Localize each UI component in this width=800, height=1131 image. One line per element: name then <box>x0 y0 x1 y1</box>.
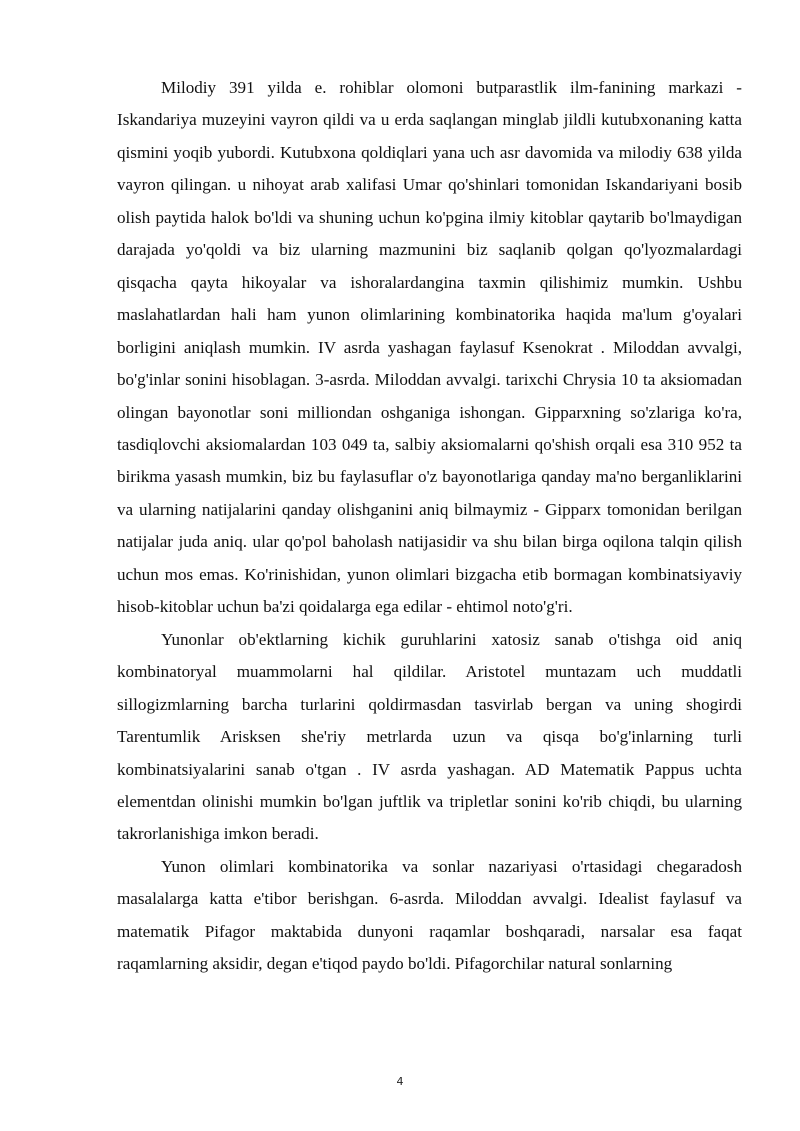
body-text <box>117 72 742 981</box>
page-number: 4 <box>396 1075 404 1088</box>
paragraph-3: Yunon olimlari kombinatorika va sonlar nazariyasi o'rtasidagi chegaradosh masalalarga katta e'tibor berishgan. 6-asrda. Miloddan avvalgi. Idealist faylasuf va matematik Pifagor maktabida dunyoni raqamlar boshqaradi, narsalar esa faqat raqamlarning aksidir, degan e'tiqod paydo bo'ldi. Pifagorchilar natural sonlarning <box>117 856 742 974</box>
paragraph-2: Yunonlar ob'ektlarning kichik guruhlarini xatosiz sanab o'tishga oid aniq kombinatoryal muammolarni hal qildilar. Aristotel muntazam uch muddatli sillogizmlarning barcha turlarini qoldirmasdan tasvirlab bergan va uning shogirdi Tarentumlik Arisksen she'riy metrlarda uzun va qisqa bo'g'inlarning turli kombinatsiyalarini sanab o'tgan . IV asrda yashagan. AD Matematik Pappus uchta elementdan olinishi mumkin bo'lgan juftlik va tripletlar sonini ko'rib chiqdi, bu ularning takrorlanishiga imkon beradi. <box>117 629 742 844</box>
paragraph-1: Milodiy 391 yilda e. rohiblar olomoni butparastlik ilm-fanining markazi - Iskandariya muzeyini vayron qildi va u erda saqlangan minglab jildli kutubxonaning katta qismini yoqib yubordi. Kutubxona qoldiqlari yana uch asr davomida va milodiy 638 yilda vayron qilingan. u nihoyat arab xalifasi Umar qo'shinlari tomonidan Iskandariyani bosib olish paytida halok bo'ldi va shuning uchun ko'pgina ilmiy kitoblar qaytarib bo'lmaydigan darajada yo'qoldi va biz ularning mazmunini biz saqlanib qolgan qo'lyozmalardagi qisqacha qayta hikoyalar va ishoralardangina taxmin qilishimiz mumkin. Ushbu maslahatlardan hali ham yunon olimlarining kombinatorika haqida ma'lum g'oyalari borligini aniqlash mumkin. IV asrda yashagan faylasuf Ksenokrat . Miloddan avvalgi, bo'g'inlar sonini hisoblagan. 3-asrda. Miloddan avvalgi. tarixchi Chrysia 10 ta aksiomadan olingan bayonotlar soni milliondan oshganiga ishongan. Gipparxning so'zlariga ko'ra, tasdiqlovchi aksiomalardan 103 049 ta, salbiy aksiomalarni qo'shish orqali esa 310 952 ta birikma yasash mumkin, biz bu faylasuflar o'z bayonotlariga qanday ma'no berganliklarini va ularning natijalarini qanday olishganini aniq bilmaymiz - Gipparx tomonidan berilgan natijalar juda aniq. ular qo'pol baholash natijasidir va shu bilan birga oqilona talqin qilish uchun mos emas. Ko'rinishidan, yunon olimlari bizgacha etib bormagan kombinatsiyaviy hisob-kitoblar uchun ba'zi qoidalarga ega edilar - ehtimol noto'g'ri. <box>117 78 742 617</box>
